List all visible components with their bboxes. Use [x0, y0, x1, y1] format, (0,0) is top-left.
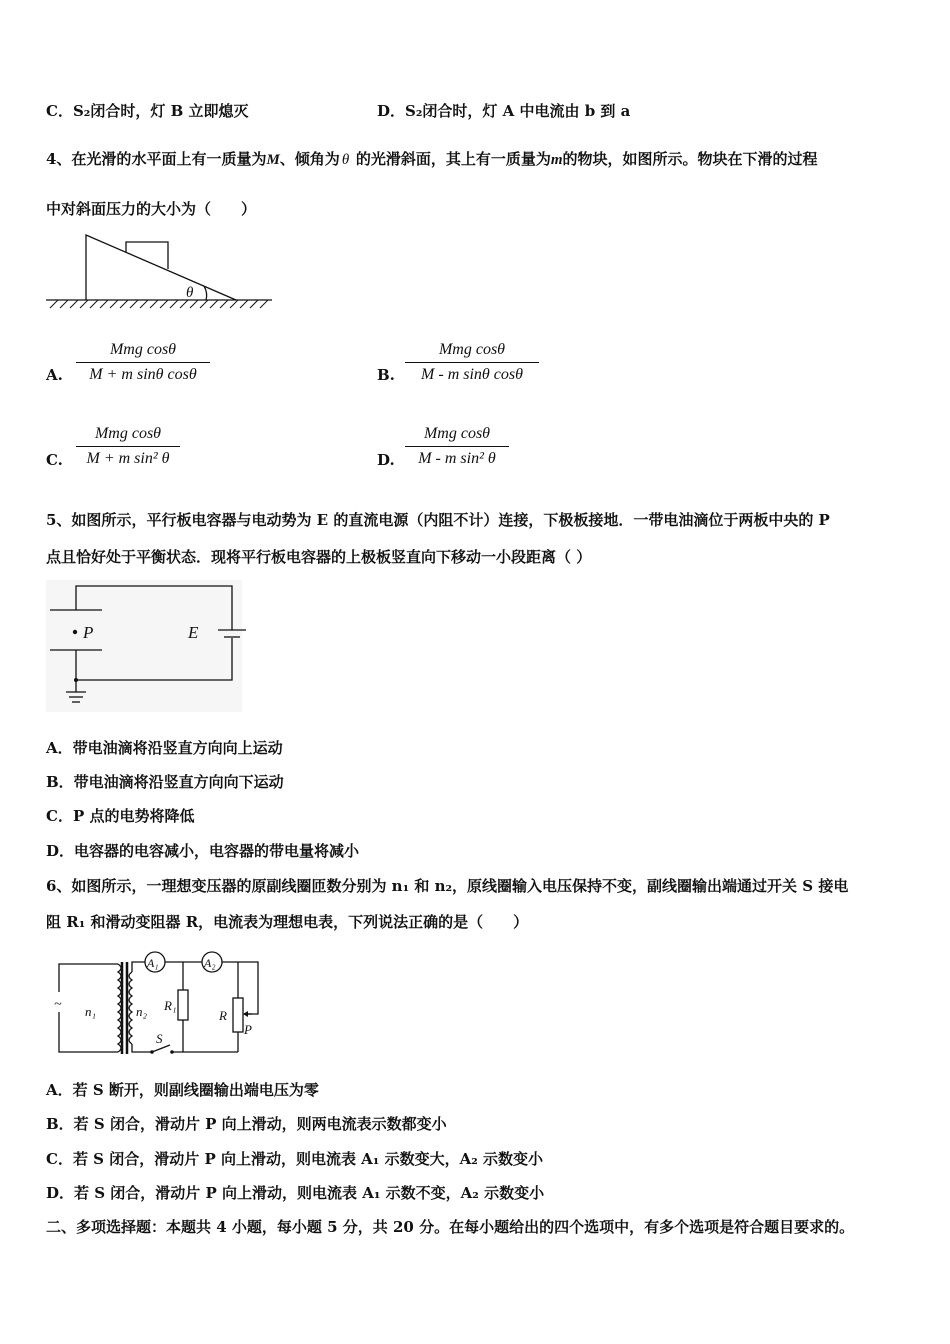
- incline-figure: [44, 230, 276, 312]
- numerator: Mmg cosθ: [423, 425, 491, 442]
- q4-option-a-label: A.: [46, 366, 63, 384]
- svg-text:~: ~: [54, 997, 62, 1012]
- q4-stem-line1: 4、在光滑的水平面上有一质量为M、倾角为 θ 的光滑斜面，其上有一质量为m的物块，如图所示。物块在下滑的过程: [46, 150, 818, 168]
- q3-option-d: D．S₂闭合时，灯 A 中电流由 b 到 a: [377, 102, 631, 120]
- svg-text:P: P: [83, 623, 94, 642]
- q5-option-b: B．带电油滴将沿竖直方向向下运动: [46, 773, 284, 791]
- svg-text:n₁: n₁: [85, 1004, 97, 1019]
- q4-option-b-label: B.: [377, 366, 395, 384]
- q4-option-c-label: C.: [46, 451, 63, 469]
- svg-text:A₂: A₂: [204, 956, 216, 970]
- denominator: M + m sin² θ: [86, 450, 170, 467]
- q6-stem-line1: 6、如图所示，一理想变压器的原副线圈匝数分别为 n₁ 和 n₂，原线圈输入电压保持不变，副线圈输出端通过开关 S 接电: [46, 877, 849, 895]
- q4-option-d-fraction: [405, 425, 509, 468]
- denominator: M - m sin² θ: [418, 450, 496, 467]
- q5-option-a: A．带电油滴将沿竖直方向向上运动: [46, 739, 283, 757]
- q6-option-a: A．若 S 断开，则副线圈输出端电压为零: [46, 1081, 319, 1099]
- denominator: M - m sinθ cosθ: [421, 366, 523, 383]
- q4-stem-line2: 中对斜面压力的大小为（ ）: [46, 200, 257, 218]
- q4-option-b-fraction: [405, 341, 539, 384]
- q5-stem-line1: 5、如图所示，平行板电容器与电动势为 E 的直流电源（内阻不计）连接，下极板接地．一带电油滴位于两板中央的 P: [46, 511, 830, 529]
- svg-text:n₂: n₂: [136, 1004, 148, 1019]
- svg-text:S: S: [156, 1031, 163, 1046]
- denominator: M + m sinθ cosθ: [89, 366, 197, 383]
- svg-text:A₁: A₁: [147, 956, 159, 970]
- q6-stem-line2: 阻 R₁ 和滑动变阻器 R，电流表为理想电表，下列说法正确的是（ ）: [46, 913, 529, 931]
- q5-option-d: D．电容器的电容减小，电容器的带电量将减小: [46, 842, 360, 860]
- q4-option-c-fraction: [76, 425, 180, 468]
- capacitor-circuit-figure: [46, 580, 242, 712]
- svg-text:E: E: [188, 623, 199, 642]
- q5-option-c: C．P 点的电势将降低: [46, 807, 195, 825]
- q4-option-d-label: D.: [377, 451, 395, 469]
- svg-text:R₁: R₁: [164, 998, 177, 1013]
- svg-text:θ: θ: [186, 285, 194, 301]
- svg-text:P: P: [244, 1022, 252, 1037]
- q6-option-d: D．若 S 闭合，滑动片 P 向上滑动，则电流表 A₁ 示数不变，A₂ 示数变小: [46, 1184, 545, 1202]
- q3-option-c: C．S₂闭合时，灯 B 立即熄灭: [46, 102, 249, 120]
- q5-stem-line2: 点且恰好处于平衡状态．现将平行板电容器的上极板竖直向下移动一小段距离（ ）: [46, 548, 592, 566]
- numerator: Mmg cosθ: [94, 425, 162, 442]
- svg-text:R: R: [219, 1008, 227, 1023]
- q6-option-b: B．若 S 闭合，滑动片 P 向上滑动，则两电流表示数都变小: [46, 1115, 447, 1133]
- numerator: Mmg cosθ: [109, 341, 177, 358]
- q6-option-c: C．若 S 闭合，滑动片 P 向上滑动，则电流表 A₁ 示数变大，A₂ 示数变小: [46, 1150, 544, 1168]
- numerator: Mmg cosθ: [438, 341, 506, 358]
- section2-heading: 二、多项选择题：本题共 4 小题，每小题 5 分，共 20 分。在每小题给出的四个选项中，有多个选项是符合题目要求的。: [46, 1218, 855, 1236]
- transformer-circuit-figure: [52, 950, 268, 1060]
- q4-option-a-fraction: [76, 341, 210, 384]
